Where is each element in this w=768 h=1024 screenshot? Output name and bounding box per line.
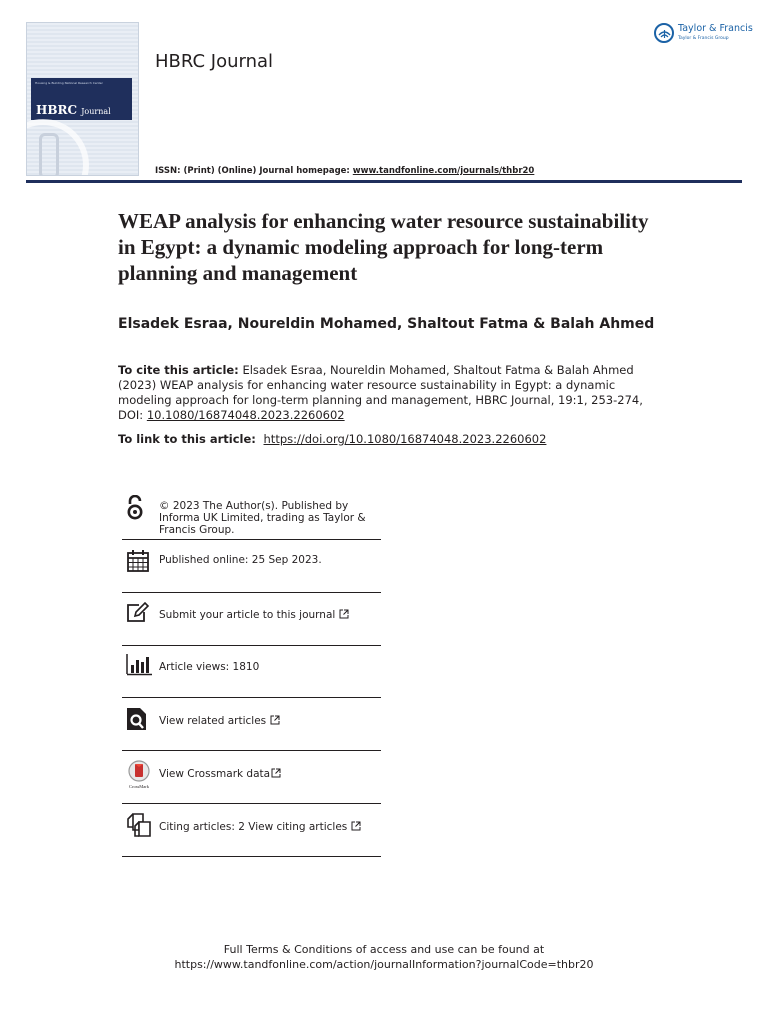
calendar-icon	[126, 549, 150, 577]
issn-prefix: ISSN: (Print) (Online) Journal homepage:	[155, 166, 353, 176]
cover-journal-name: HBRC Journal	[36, 103, 111, 117]
article-authors: Elsadek Esraa, Noureldin Mohamed, Shaltout Fatma & Balah Ahmed	[118, 316, 655, 332]
external-link-icon	[270, 715, 280, 728]
journal-title: HBRC Journal	[155, 51, 274, 72]
related-articles-link[interactable]: View related articles	[159, 715, 280, 728]
citation-block	[118, 363, 658, 423]
article-views-text: Article views: 1810	[159, 661, 260, 673]
link-label: To link to this article:	[118, 432, 256, 446]
issn-line	[155, 166, 534, 176]
open-access-icon	[126, 495, 144, 525]
taylor-francis-emblem-icon	[654, 23, 674, 43]
citing-articles-icon	[126, 813, 152, 841]
terms-url[interactable]: https://www.tandfonline.com/action/journalInformation?journalCode=thbr20	[174, 958, 594, 971]
edit-icon	[126, 602, 150, 628]
header-divider	[26, 180, 742, 183]
publisher-name: Taylor & Francis	[678, 23, 753, 34]
article-info-list	[122, 490, 381, 857]
open-access-text: © 2023 The Author(s). Published by Informa UK Limited, trading as Taylor & Francis Group.	[159, 500, 366, 536]
cover-banner	[31, 78, 132, 120]
taylor-francis-logo[interactable]	[654, 22, 753, 46]
citing-articles-link[interactable]: Citing articles: 2 View citing articles	[159, 821, 361, 834]
journal-cover-image	[26, 22, 139, 176]
crossmark-icon-label: CrossMark	[129, 784, 149, 789]
journal-homepage-link[interactable]: www.tandfonline.com/journals/thbr20	[352, 166, 535, 176]
info-row-published	[122, 540, 381, 593]
article-link-line	[118, 432, 546, 446]
article-doi-link[interactable]: https://doi.org/10.1080/16874048.2023.2260602	[263, 432, 547, 446]
info-row-views	[122, 646, 381, 698]
info-row-open-access	[122, 490, 381, 540]
external-link-icon	[339, 609, 349, 622]
external-link-icon	[351, 821, 361, 834]
article-title: WEAP analysis for enhancing water resource sustainability in Egypt: a dynamic modeling approach for long-term planning and management	[118, 209, 649, 285]
crossmark-icon	[126, 760, 152, 794]
cite-doi-link[interactable]: 10.1080/16874048.2023.2260602	[146, 408, 345, 422]
published-date-text: Published online: 25 Sep 2023.	[159, 554, 322, 566]
bar-chart-icon	[126, 654, 152, 680]
terms-line-1: Full Terms & Conditions of access and use can be found at	[223, 943, 545, 956]
cover-small-text: Housing & Building National Research Center	[35, 81, 103, 85]
info-row-related[interactable]	[122, 698, 381, 751]
crossmark-link[interactable]: View Crossmark data	[159, 768, 281, 781]
info-row-submit[interactable]	[122, 593, 381, 646]
cite-label: To cite this article:	[118, 363, 239, 377]
terms-footer	[0, 942, 768, 972]
related-articles-icon	[126, 707, 148, 735]
cover-decoration-bar	[39, 133, 59, 176]
submit-article-link[interactable]: Submit your article to this journal	[159, 609, 349, 622]
info-row-crossmark[interactable]	[122, 751, 381, 804]
info-row-citing[interactable]	[122, 804, 381, 857]
publisher-subname: Taylor & Francis Group	[678, 36, 729, 41]
external-link-icon	[271, 768, 281, 781]
cite-text: Elsadek Esraa, Noureldin Mohamed, Shaltout Fatma & Balah Ahmed (2023) WEAP analysis for enhancing water resource sustainability in Egypt: a dynamic modeling approach for long-term planning and management, HBRC Journal, 19:1, 253-274, DOI:	[118, 363, 643, 422]
